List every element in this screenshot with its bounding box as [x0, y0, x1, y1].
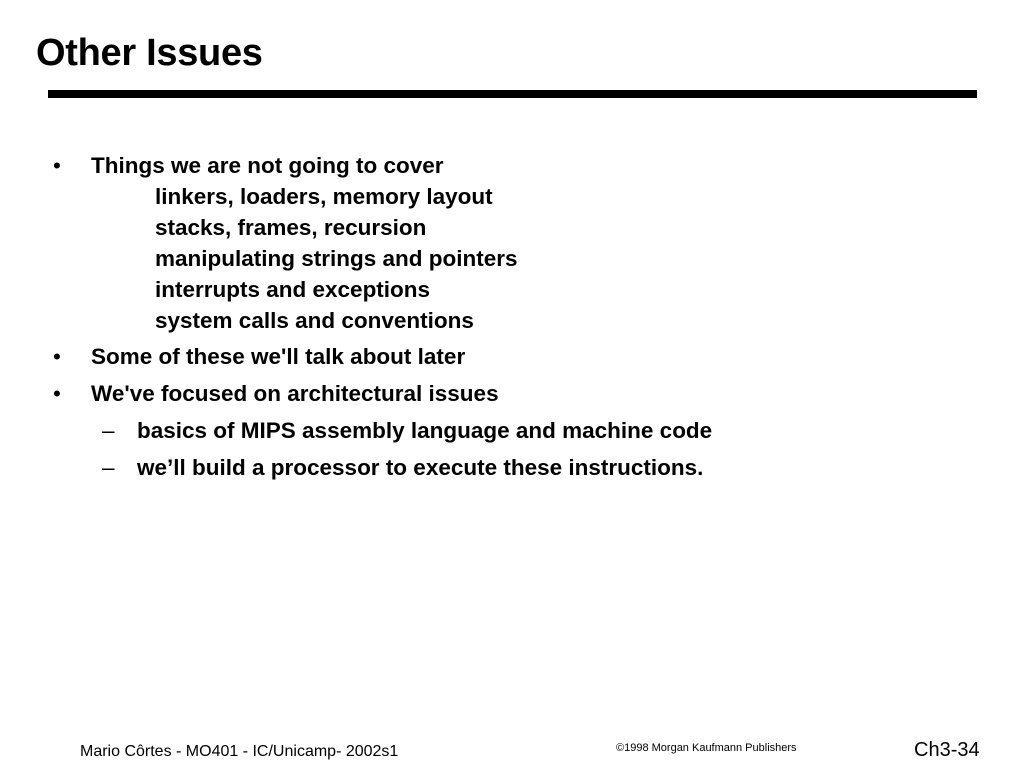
bullet-text: Things we are not going to cover [91, 153, 444, 178]
bullet-text: Some of these we'll talk about later [91, 344, 466, 369]
sub-bullet-text: we’ll build a processor to execute these instructions. [137, 455, 704, 480]
bullet-text: We've focused on architectural issues [91, 381, 499, 406]
bullet-subline: system calls and conventions [155, 308, 474, 333]
bullet-item [0, 378, 1024, 410]
slide-title: Other Issues [36, 32, 263, 74]
slide-number: Ch3-34 [914, 739, 980, 761]
footer-copyright: ©1998 Morgan Kaufmann Publishers [616, 742, 797, 754]
bullet-subline: stacks, frames, recursion [155, 215, 427, 240]
sub-bullet-item [0, 415, 1024, 447]
bullet-subline: linkers, loaders, memory layout [155, 184, 493, 209]
bullet-subline: manipulating strings and pointers [155, 246, 518, 271]
bullet-item [0, 341, 1024, 373]
bullet-item [0, 150, 1024, 182]
sub-bullet-text: basics of MIPS assembly language and machine code [137, 418, 713, 443]
title-divider [48, 90, 977, 98]
sub-bullet-item [0, 452, 1024, 484]
bullet-icon: • [53, 153, 61, 178]
bullet-subline: interrupts and exceptions [155, 277, 431, 302]
dash-bullet-icon: – [102, 455, 115, 480]
footer-author: Mario Côrtes - MO401 - IC/Unicamp- 2002s1 [80, 743, 399, 760]
dash-bullet-icon: – [102, 418, 115, 443]
bullet-icon: • [53, 344, 61, 369]
bullet-icon: • [53, 381, 61, 406]
